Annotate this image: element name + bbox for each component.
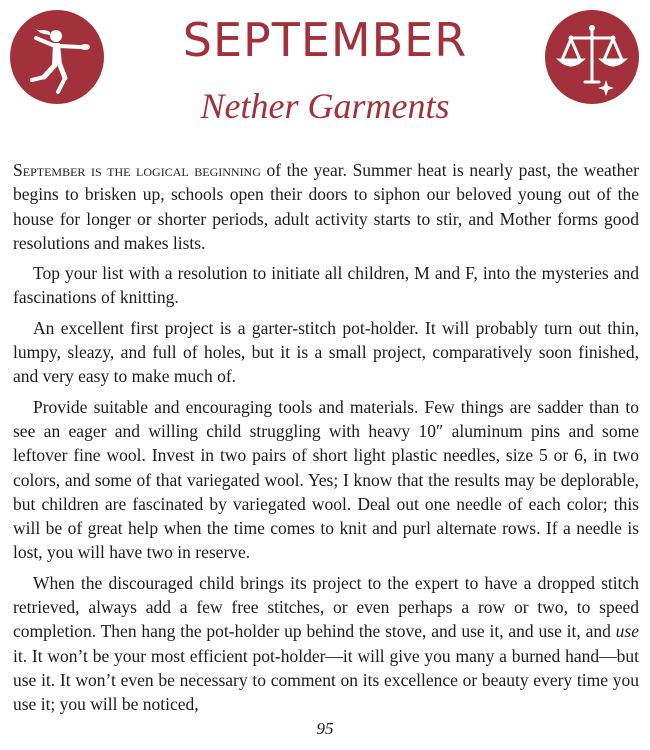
paragraph-5 [13,571,639,717]
paragraph-3: An excellent first project is a garter-stitch pot-holder. It will probably turn out thin, lumpy, sleazy, and full of holes, but it is a small project, comparatively soon finished, and very easy to make much of. [13,317,639,387]
paragraph-5-text-before: When the discouraged child brings its project to the expert to have a dropped stitch retrieved, always add a few free stitches, or even perhaps a row or two, to speed completion. Then hang the pot-holder up behind the stove, and use it, and use it, and [13,572,639,642]
paragraph-4: Provide suitable and encouraging tools and materials. Few things are sadder than to see an eager and willing child struggling with heavy 10″ aluminum pins and some leftover fine wool. Invest in two pairs of short light plastic needles, size 5 or 6, in two colors, and some of that variegated wool. Yes; I know that the results may be deplorable, but children are fascinated by variegated wool. Deal out one needle of each color; this will be of great help when the time comes to knit and purl alternate rows. If a needle is lost, you will have two in reserve. [13,396,639,563]
chapter-title: SEPTEMBER [182,13,468,67]
paragraph-1 [13,158,639,255]
page-number: 95 [316,719,334,738]
paragraph-1-text: of the year. Summer heat is nearly past, the weather begins to brisken up, schools open their doors to siphon our beloved young out of the house for longer or shorter periods, adult activity starts to stir, and Mother forms good resolutions and makes lists. [13,160,640,253]
chapter-subtitle: Nether Garments [200,86,450,126]
lead-in-smallcaps: September is the logical beginning [13,160,261,180]
body-text [13,158,639,723]
emphasis-use: use [615,621,639,642]
paragraph-2: Top your list with a resolution to initiate all children, M and F, into the mysteries and fascinations of knitting. [13,263,639,308]
paragraph-5-text-after: it. It won’t be your most efficient pot-holder—it will give you many a burned hand—but use it. It won’t even be necessary to comment on its excellence or beauty every time you use it; you will be noticed, [13,645,639,715]
